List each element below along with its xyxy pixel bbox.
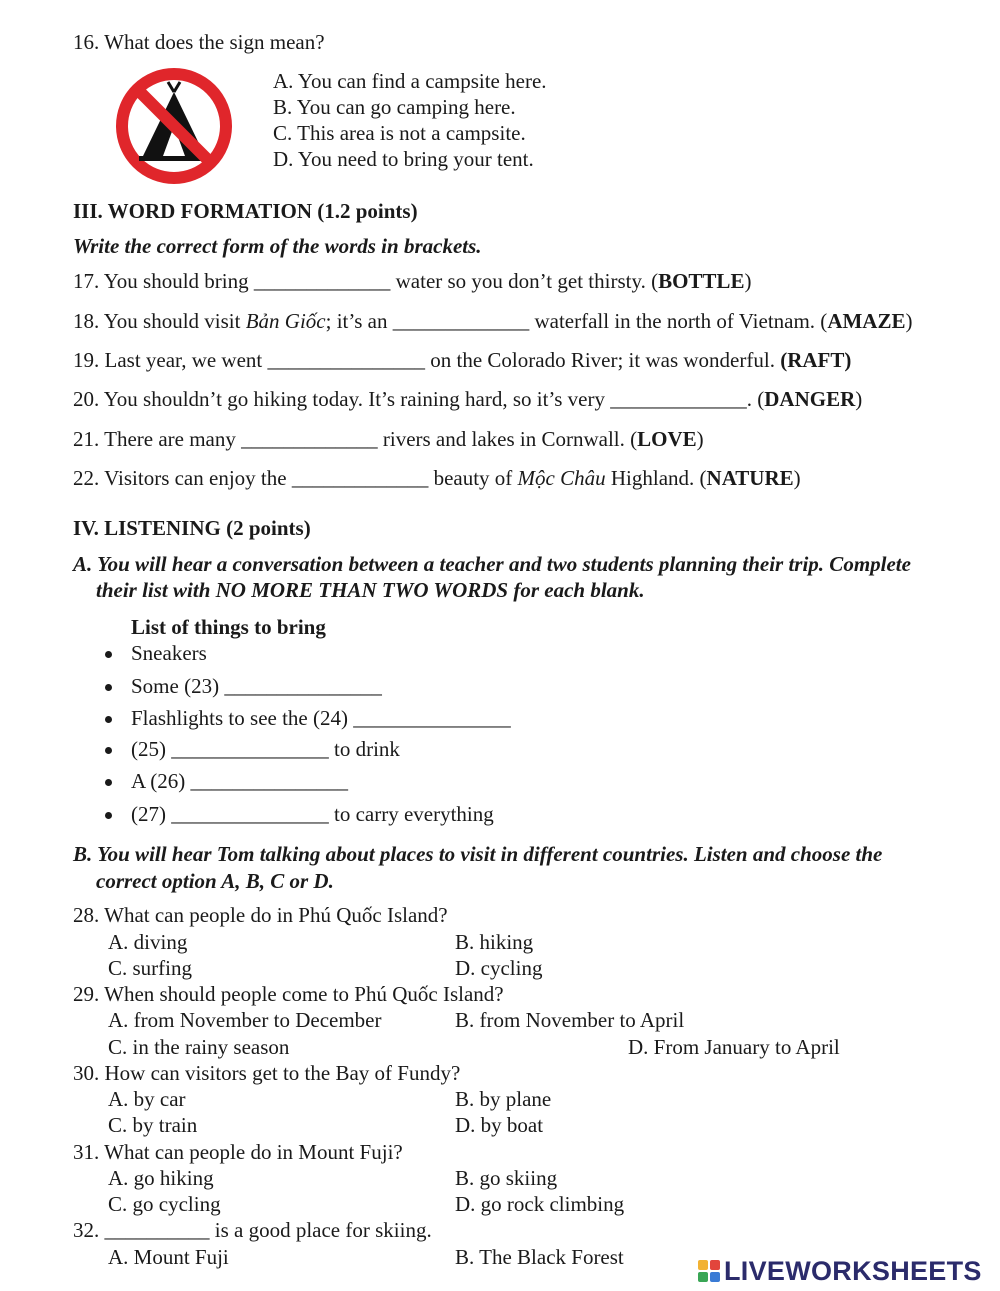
question-28: 28. What can people do in Phú Quốc Island? <box>73 903 448 927</box>
list-item: (25) _______________ to drink <box>131 737 400 761</box>
bullet-icon <box>105 651 112 658</box>
part-b-instruction-line1: B. You will hear Tom talking about places to visit in different countries. Listen and choose the <box>73 842 883 866</box>
q16-option-d: D. You need to bring your tent. <box>273 147 534 171</box>
q28-option-b: B. hiking <box>455 930 534 954</box>
question-21: 21. There are many _____________ rivers and lakes in Cornwall. (LOVE) <box>73 427 704 451</box>
q30-option-b: B. by plane <box>455 1087 552 1111</box>
part-b-instruction-line2: correct option A, B, C or D. <box>96 869 334 893</box>
question-32: 32. __________ is a good place for skiing. <box>73 1218 432 1242</box>
part-a-instruction-line2: their list with NO MORE THAN TWO WORDS for each blank. <box>96 578 645 602</box>
section-3-heading: III. WORD FORMATION (1.2 points) <box>73 199 418 223</box>
bullet-icon <box>105 684 112 691</box>
list-item: Some (23) _______________ <box>131 674 382 698</box>
question-19: 19. Last year, we went _______________ on the Colorado River; it was wonderful. (RAFT) <box>73 348 852 372</box>
q31-option-b: B. go skiing <box>455 1166 558 1190</box>
section-3-instruction: Write the correct form of the words in brackets. <box>73 234 482 258</box>
q29-option-b: B. from November to April <box>455 1008 685 1032</box>
bullet-icon <box>105 779 112 786</box>
bullet-icon <box>105 716 112 723</box>
q31-option-c: C. go cycling <box>108 1192 221 1216</box>
q30-option-d: D. by boat <box>455 1113 544 1137</box>
logo-cube-icon <box>698 1260 720 1282</box>
list-title: List of things to bring <box>131 615 326 639</box>
q30-option-c: C. by train <box>108 1113 198 1137</box>
q32-option-b: B. The Black Forest <box>455 1245 624 1269</box>
question-20: 20. You shouldn’t go hiking today. It’s raining hard, so it’s very _____________. (DANGER) <box>73 387 863 411</box>
q31-option-a: A. go hiking <box>108 1166 214 1190</box>
liveworksheets-logo <box>698 1256 982 1286</box>
question-29: 29. When should people come to Phú Quốc Island? <box>73 982 504 1006</box>
question-18: 18. You should visit Bản Giốc; it’s an _____________ waterfall in the north of Vietnam. (AMAZE) <box>73 309 913 333</box>
logo-text: LIVEWORKSHEETS <box>724 1255 982 1286</box>
list-item: A (26) _______________ <box>131 769 348 793</box>
q29-option-d: D. From January to April <box>628 1035 840 1059</box>
q32-option-a: A. Mount Fuji <box>108 1245 229 1269</box>
q29-option-c: C. in the rainy season <box>108 1035 290 1059</box>
q28-option-c: C. surfing <box>108 956 192 980</box>
q29-option-a: A. from November to December <box>108 1008 382 1032</box>
list-item: Sneakers <box>131 641 207 665</box>
q31-option-d: D. go rock climbing <box>455 1192 625 1216</box>
section-4-heading: IV. LISTENING (2 points) <box>73 516 311 540</box>
q28-option-a: A. diving <box>108 930 188 954</box>
question-16: 16. What does the sign mean? <box>73 30 325 54</box>
question-30: 30. How can visitors get to the Bay of Fundy? <box>73 1061 461 1085</box>
bullet-icon <box>105 812 112 819</box>
q28-option-d: D. cycling <box>455 956 543 980</box>
question-17: 17. You should bring _____________ water so you don’t get thirsty. (BOTTLE) <box>73 269 752 293</box>
list-item: Flashlights to see the (24) _______________ <box>131 706 511 730</box>
question-22: 22. Visitors can enjoy the _____________ beauty of Mộc Châu Highland. (NATURE) <box>73 466 801 490</box>
no-camping-sign-icon <box>113 66 235 186</box>
list-item: (27) _______________ to carry everything <box>131 802 494 826</box>
q16-option-b: B. You can go camping here. <box>273 95 516 119</box>
q16-option-c: C. This area is not a campsite. <box>273 121 526 145</box>
bullet-icon <box>105 747 112 754</box>
part-a-instruction-line1: A. You will hear a conversation between a teacher and two students planning their trip. Complete <box>73 552 911 576</box>
q16-option-a: A. You can find a campsite here. <box>273 69 547 93</box>
question-31: 31. What can people do in Mount Fuji? <box>73 1140 403 1164</box>
q30-option-a: A. by car <box>108 1087 186 1111</box>
